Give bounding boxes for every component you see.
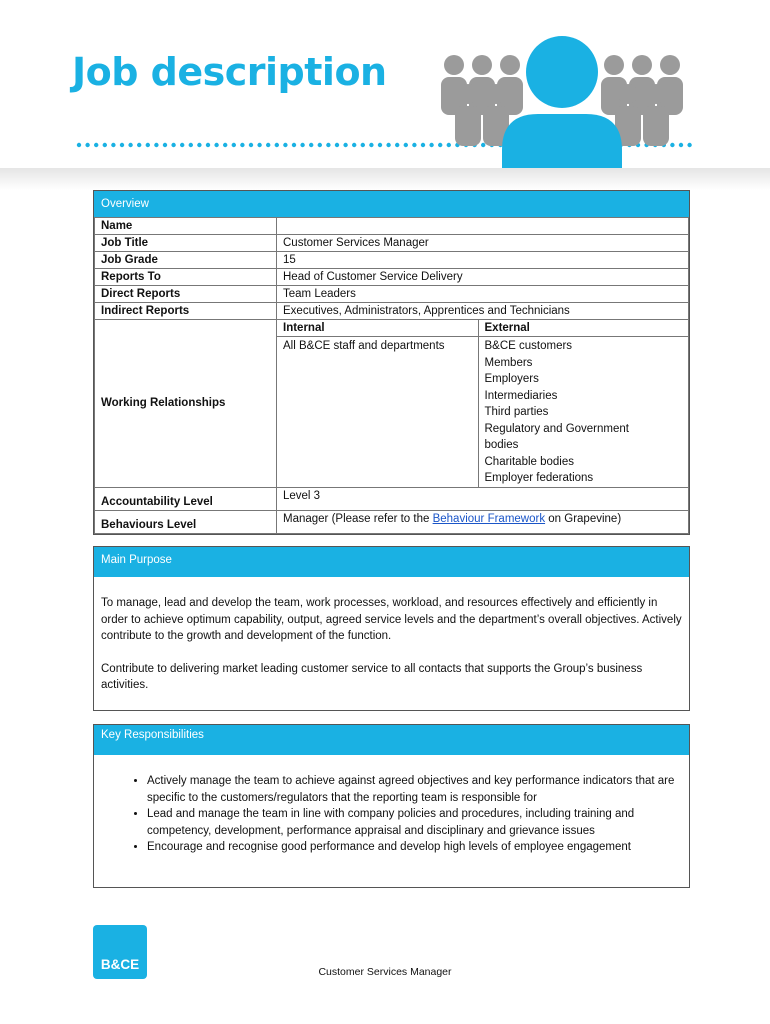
accountability-value: Level 3 (277, 487, 689, 510)
external-relationships (478, 337, 688, 487)
main-purpose-heading: Main Purpose (94, 547, 689, 577)
row-label: Name (95, 218, 277, 235)
table-row (95, 269, 689, 286)
row-label: Reports To (95, 269, 277, 286)
bce-logo: B&CE (93, 925, 147, 979)
list-item: • Lead and manage the team in line with company policies and procedures, including training and competency, development, performance appraisal and disciplinary and grievance issues (147, 806, 679, 839)
divider-dot (378, 143, 382, 147)
divider-dot (352, 143, 356, 147)
table-row (95, 252, 689, 269)
divider-dot (404, 143, 408, 147)
divider-dot (240, 143, 244, 147)
row-label: Job Grade (95, 252, 277, 269)
key-responsibilities-heading: Key Responsibilities (94, 725, 689, 755)
main-purpose-body (94, 577, 689, 710)
divider-dot (386, 143, 390, 147)
divider-dot (146, 143, 150, 147)
behaviours-row (95, 510, 689, 533)
divider-dot (214, 143, 218, 147)
page-header (0, 0, 770, 190)
header-shadow (0, 168, 770, 190)
divider-dot (335, 143, 339, 147)
main-purpose-section (93, 546, 690, 711)
divider-dot (249, 143, 253, 147)
divider-dot (128, 143, 132, 147)
divider-dot (103, 143, 107, 147)
list-item: • Encourage and recognise good performance and develop high levels of employee engagement (147, 839, 679, 856)
relationships-subtable (277, 320, 688, 487)
divider-dot (326, 143, 330, 147)
working-relationships-row (95, 320, 689, 488)
divider-dot (318, 143, 322, 147)
row-value: Executives, Administrators, Apprentices and Technicians (277, 303, 689, 320)
divider-dot (85, 143, 89, 147)
divider-dot (197, 143, 201, 147)
divider-dot (395, 143, 399, 147)
row-value: Team Leaders (277, 286, 689, 303)
external-relationship-item: Employers (484, 373, 539, 385)
divider-dot (361, 143, 365, 147)
divider-dot (77, 143, 81, 147)
working-relationships-cell (277, 320, 689, 488)
divider-dot (137, 143, 141, 147)
table-row (95, 303, 689, 320)
table-row (95, 218, 689, 235)
divider-dot (275, 143, 279, 147)
divider-dot (111, 143, 115, 147)
responsibilities-list (94, 755, 689, 856)
divider-dot (369, 143, 373, 147)
divider-dot (154, 143, 158, 147)
behaviours-suffix: on Grapevine) (545, 512, 622, 525)
working-relationships-label: Working Relationships (95, 320, 277, 488)
overview-section (93, 190, 690, 535)
accountability-row (95, 487, 689, 510)
list-item: • Actively manage the team to achieve against agreed objectives and key performance indicators that are specific to the customers/regulators that the reporting team is responsible for (147, 773, 679, 806)
row-label: Job Title (95, 235, 277, 252)
footer-page-title: Customer Services Manager (318, 966, 452, 978)
external-relationship-item: Regulatory and Government (484, 422, 629, 435)
row-value: Customer Services Manager (277, 235, 689, 252)
behaviour-framework-link[interactable]: Behaviour Framework (432, 512, 546, 525)
row-value: Head of Customer Service Delivery (277, 269, 689, 286)
divider-dot (163, 143, 167, 147)
table-row (95, 286, 689, 303)
divider-dot (94, 143, 98, 147)
divider-dot (120, 143, 124, 147)
external-header: External (478, 320, 688, 337)
main-purpose-paragraph: To manage, lead and develop the team, work processes, workload, and resources effectively and efficiently in order to achieve optimum capability, output, agreed service levels and the department’s overall objectives. Actively contribute to the growth and development of the function. (101, 597, 682, 642)
row-label: Direct Reports (95, 286, 277, 303)
behaviours-prefix: Manager (Please refer to the (283, 512, 433, 525)
overview-heading: Overview (94, 191, 689, 217)
external-relationship-item: bodies (484, 439, 519, 451)
internal-header: Internal (277, 320, 478, 337)
internal-relationships: All B&CE staff and departments (277, 337, 478, 487)
divider-dot (257, 143, 261, 147)
divider-dot (300, 143, 304, 147)
divider-dot (292, 143, 296, 147)
divider-dot (421, 143, 425, 147)
external-relationship-item: Intermediaries (484, 389, 558, 402)
divider-dot (343, 143, 347, 147)
overview-table (94, 217, 689, 534)
external-relationship-item: B&CE customers (484, 340, 573, 352)
row-label: Indirect Reports (95, 303, 277, 320)
behaviours-value (277, 510, 689, 533)
divider-dot (266, 143, 270, 147)
behaviours-label: Behaviours Level (95, 510, 277, 533)
table-row (95, 235, 689, 252)
external-relationship-item: Third parties (484, 406, 549, 418)
external-relationship-item: Members (484, 356, 533, 369)
divider-dot (412, 143, 416, 147)
accountability-label: Accountability Level (95, 487, 277, 510)
divider-dot (232, 143, 236, 147)
divider-dot (189, 143, 193, 147)
main-purpose-paragraph: Contribute to delivering market leading customer service to all contacts that supports the Group’s business activities. (101, 662, 643, 691)
divider-dot (180, 143, 184, 147)
divider-dot (223, 143, 227, 147)
row-value (277, 218, 689, 235)
divider-dot (283, 143, 287, 147)
page-title: Job description (72, 50, 387, 94)
row-value: 15 (277, 252, 689, 269)
people-group-icon (432, 30, 692, 180)
external-relationship-item: Employer federations (484, 472, 594, 484)
divider-dot (309, 143, 313, 147)
external-relationship-item: Charitable bodies (484, 455, 575, 468)
divider-dot (171, 143, 175, 147)
key-responsibilities-section (93, 724, 690, 888)
divider-dot (206, 143, 210, 147)
